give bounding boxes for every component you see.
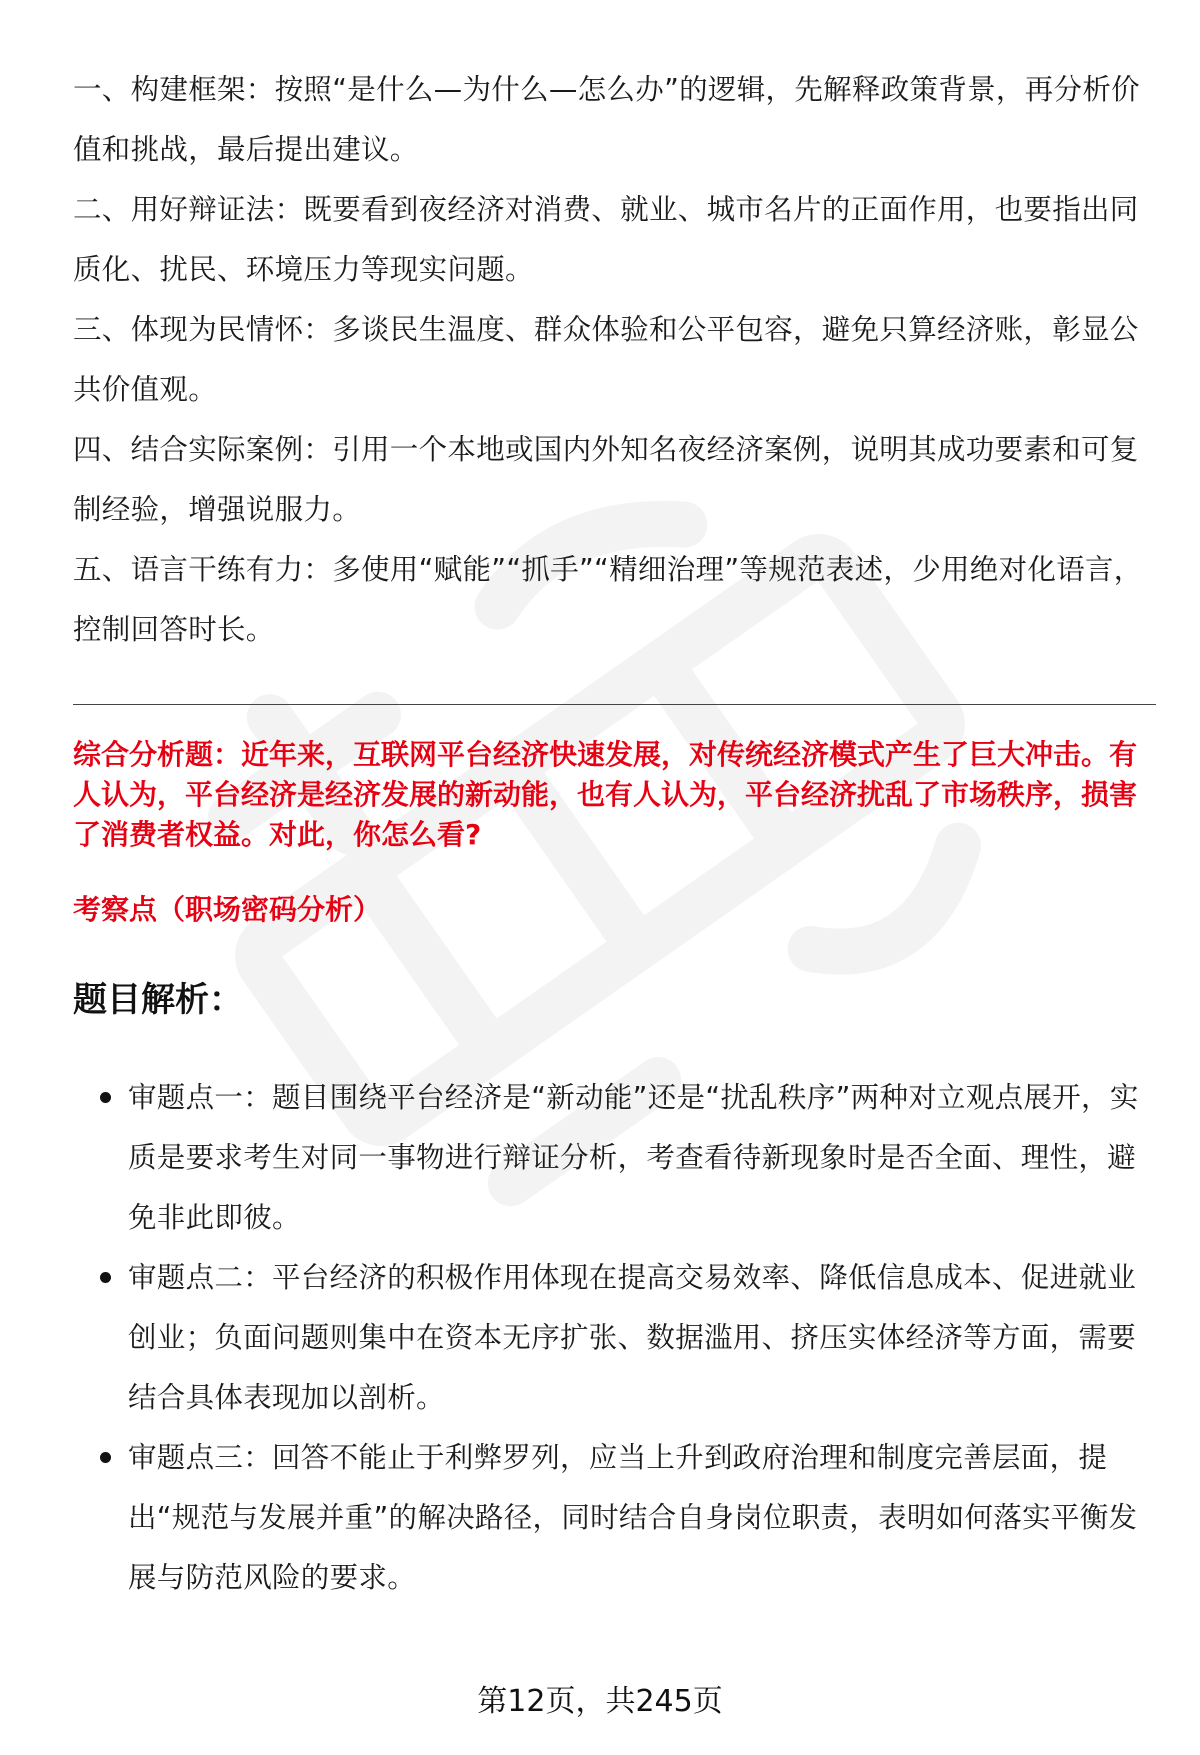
page-number: 第12页，共245页 <box>477 1684 723 1719</box>
tip-item-5: 五、语言干练有力：多使用“赋能”“抓手”“精细治理”等规范表述，少用绝对化语言，控制回答时长。 <box>73 553 1143 646</box>
tip-item-3: 三、体现为民情怀：多谈民生温度、群众体验和公平包容，避免只算经济账，彰显公共价值观。 <box>73 313 1139 406</box>
analysis-heading: 题目解析： <box>73 980 243 1020</box>
tips-section <box>73 60 1153 660</box>
tip-item-2: 二、用好辩证法：既要看到夜经济对消费、就业、城市名片的正面作用，也要指出同质化、扰民、环境压力等现实问题。 <box>73 193 1139 286</box>
bullet-icon <box>100 1272 111 1283</box>
analysis-point-text: 审题点二：平台经济的积极作用体现在提高交易效率、降低信息成本、促进就业创业；负面问题则集中在资本无序扩张、数据滥用、挤压实体经济等方面，需要结合具体表现加以剖析。 <box>128 1261 1137 1414</box>
bullet-icon <box>100 1092 111 1103</box>
analysis-point-text: 审题点一：题目围绕平台经济是“新动能”还是“扰乱秩序”两种对立观点展开，实质是要求考生对同一事物进行辩证分析，考查看待新现象时是否全面、理性，避免非此即彼。 <box>128 1081 1139 1234</box>
analysis-point-2 <box>100 1248 1160 1428</box>
analysis-point-text: 审题点三：回答不能止于利弊罗列，应当上升到政府治理和制度完善层面，提出“规范与发展并重”的解决路径，同时结合自身岗位职责，表明如何落实平衡发展与防范风险的要求。 <box>128 1441 1138 1594</box>
section-divider <box>73 704 1156 705</box>
examination-point-label: 考察点（职场密码分析） <box>73 893 382 926</box>
analysis-point-3 <box>100 1428 1160 1608</box>
tip-item-4: 四、结合实际案例：引用一个本地或国内外知名夜经济案例，说明其成功要素和可复制经验，增强说服力。 <box>73 433 1139 526</box>
analysis-point-1 <box>100 1068 1160 1248</box>
analysis-points-list <box>100 1068 1160 1608</box>
question-text: 综合分析题：近年来，互联网平台经济快速发展，对传统经济模式产生了巨大冲击。有人认为，平台经济是经济发展的新动能，也有人认为，平台经济扰乱了市场秩序，损害了消费者权益。对此，你怎么看? <box>73 738 1138 851</box>
tip-item-1: 一、构建框架：按照“是什么—为什么—怎么办”的逻辑，先解释政策背景，再分析价值和挑战，最后提出建议。 <box>73 73 1140 166</box>
bullet-icon <box>100 1452 111 1463</box>
